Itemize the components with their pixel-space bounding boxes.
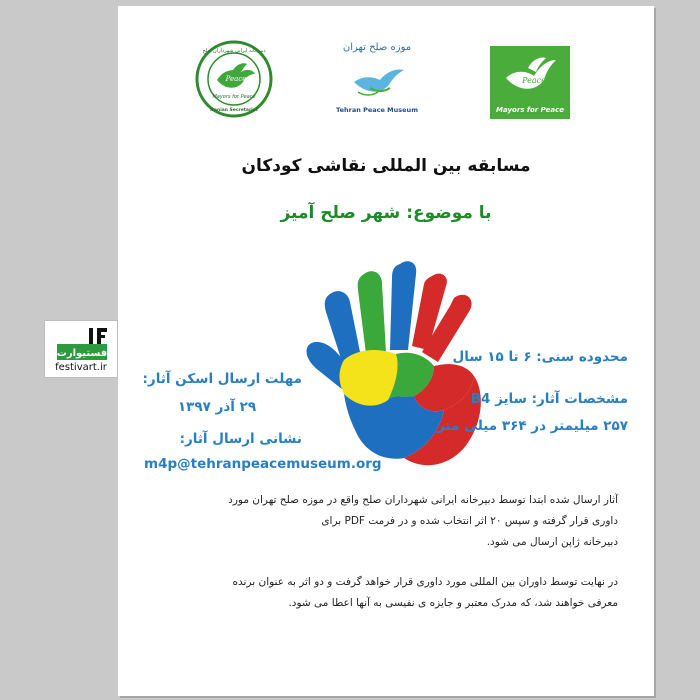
right-logo-word: Peace xyxy=(522,76,546,85)
artwork-specs-size: ۲۵۷ میلیمتر در ۳۶۴ میلی متر xyxy=(437,418,628,434)
address-label: نشانی ارسال آثار: xyxy=(179,431,302,447)
paragraph-line: در نهایت توسط داوران بین المللی مورد داوری قرار خواهد گرفت و دو اثر به عنوان برنده xyxy=(232,576,618,588)
poster-subtitle: با موضوع: شهر صلح آمیز xyxy=(280,203,492,223)
paragraph-line: آثار ارسال شده ابتدا توسط دبیرخانه ایرانی شهرداران صلح واقع در موزه صلح تهران مورد xyxy=(228,494,618,506)
dove-icon xyxy=(502,52,558,100)
left-logo-ring-text: دبیرخانه ایرانی شهرداران صلح xyxy=(202,48,266,54)
iranian-secretariat-logo xyxy=(195,40,273,118)
museum-name-en: Tehran Peace Museum xyxy=(336,106,418,114)
artwork-specs-label: مشخصات آثار: سایز B4 xyxy=(470,391,628,407)
left-logo-center-word: Peace xyxy=(225,75,247,83)
festivart-logo-icon xyxy=(53,326,111,362)
poster-title: مسابقه بین المللی نقاشی کودکان xyxy=(241,156,531,176)
deadline-date: ۲۹ آذر ۱۳۹۷ xyxy=(177,399,257,415)
paragraph-prize xyxy=(188,572,618,614)
mayors-for-peace-logo xyxy=(490,46,570,119)
submission-email[interactable]: m4p@tehranpeacemuseum.org xyxy=(144,456,382,472)
paragraph-line: دبیرخانه ژاپن ارسال می شود. xyxy=(486,536,618,548)
paragraph-line: معرفی خواهند شد، که مدرک معتبر و جایزه ی نفیسی به آنها اعطا می شود. xyxy=(288,597,618,609)
festivart-site: festivart.ir xyxy=(55,362,107,373)
museum-name-fa: موزه صلح تهران xyxy=(342,42,412,53)
tehran-peace-museum-logo xyxy=(332,42,422,120)
colorful-hand-icon xyxy=(304,254,494,476)
deadline-label: مهلت ارسال اسکن آثار: xyxy=(142,371,302,387)
age-range: محدوده سنی: ۶ تا ۱۵ سال xyxy=(452,349,628,365)
paragraph-judging xyxy=(188,490,618,553)
left-logo-bottom-text: Iranian Secretariat xyxy=(210,108,258,113)
festivart-badge[interactable] xyxy=(44,320,118,378)
festivart-logo-text: فستیوارت xyxy=(56,348,108,359)
right-logo-name: Mayors for Peace xyxy=(496,106,564,114)
poster xyxy=(118,6,654,696)
paragraph-line: داوری قرار گرفته و سپس ۲۰ اثر انتخاب شده و در فرمت PDF برای xyxy=(321,515,618,527)
dove-icon xyxy=(350,58,406,102)
left-logo-inner-text: Mayors for Peace xyxy=(212,94,256,100)
